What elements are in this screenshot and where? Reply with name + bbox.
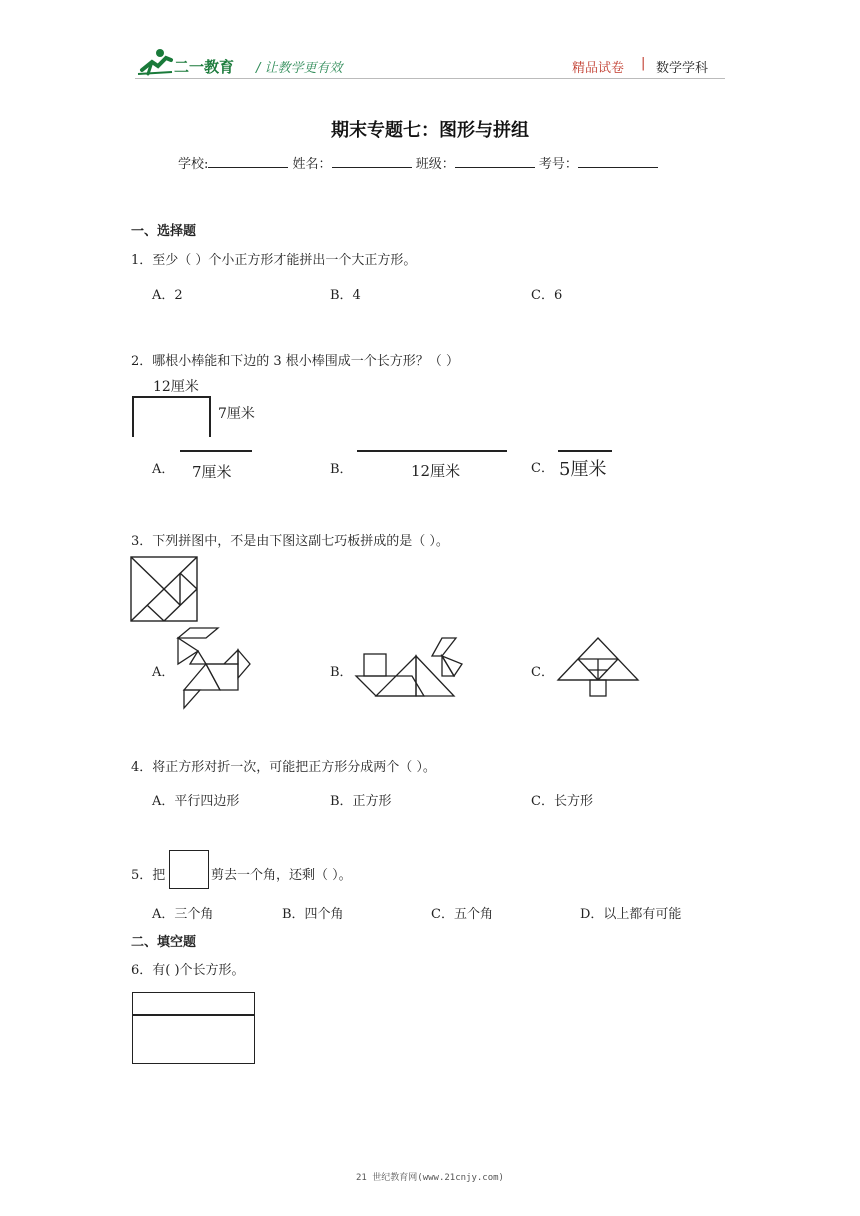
q3-option-a-figure[interactable] (176, 626, 254, 710)
q2-option-c[interactable] (531, 448, 631, 484)
q1-option-c[interactable]: C．6 (531, 288, 563, 303)
q2-right-stick (209, 396, 211, 437)
q3-option-a-letter[interactable]: A． (152, 665, 175, 680)
tangram-square-figure (130, 556, 198, 622)
section-heading-fill: 二、填空题 (131, 935, 197, 950)
q2-sticks-figure (130, 376, 270, 440)
q3-option-b-letter[interactable]: B． (330, 665, 353, 680)
header-slogan: / 让教学更有效 (256, 61, 343, 76)
logo-text: 二一教育 (174, 58, 235, 76)
page-title: 期末专题七：图形与拼组 (331, 120, 529, 141)
q2-option-a-letter: A． (152, 462, 175, 477)
q2-option-b[interactable] (330, 448, 520, 484)
q3-option-c-figure[interactable] (556, 636, 640, 698)
question-5-suffix: 剪去一个角，还剩（ ）。 (211, 868, 352, 883)
q5-option-a[interactable]: A．三个角 (152, 907, 214, 922)
q4-option-b[interactable]: B．正方形 (330, 794, 392, 809)
q6-divider-line (133, 1014, 254, 1016)
question-2: 2．哪根小棒能和下边的 3 根小棒围成一个长方形？（ ） (131, 354, 459, 369)
section-heading-choice: 一、选择题 (131, 224, 197, 239)
question-3: 3．下列拼图中，不是由下图这副七巧板拼成的是（ ）。 (131, 534, 449, 549)
q2-left-stick (132, 396, 134, 437)
q2-option-c-stick (558, 450, 612, 452)
exam-no-field[interactable] (578, 155, 658, 168)
q2-option-b-label: 12厘米 (411, 462, 461, 480)
q2-option-a-label: 7厘米 (192, 463, 232, 481)
q2-option-c-label: 5厘米 (559, 459, 607, 480)
q4-option-c[interactable]: C．长方形 (531, 794, 593, 809)
question-4: 4．将正方形对折一次，可能把正方形分成两个（ ）。 (131, 760, 436, 775)
name-field[interactable] (332, 155, 412, 168)
header-badge: 精品试卷 (572, 61, 625, 76)
q5-option-b[interactable]: B．四个角 (282, 907, 344, 922)
q2-option-c-letter: C． (531, 461, 554, 476)
q5-option-d[interactable]: D．以上都有可能 (580, 907, 682, 922)
header-subject: 数学学科 (656, 61, 709, 76)
class-label: 班级： (415, 157, 455, 172)
name-label: 姓名： (292, 157, 332, 172)
q1-option-a[interactable]: A．2 (152, 288, 183, 303)
question-1: 1．至少（ ）个小正方形才能拼出一个大正方形。 (131, 253, 417, 268)
exam-no-label: 考号： (538, 157, 578, 172)
q2-side-label: 7厘米 (218, 406, 255, 422)
q3-option-c-letter[interactable]: C． (531, 665, 554, 680)
q2-top-stick (132, 396, 211, 398)
question-6: 6．有( )个长方形。 (131, 963, 245, 978)
student-info-line (178, 153, 658, 172)
header-separator: | (641, 56, 646, 71)
question-5-prefix: 5．把 (131, 868, 166, 883)
school-label: 学校: (178, 157, 209, 172)
q4-option-a[interactable]: A．平行四边形 (152, 794, 240, 809)
class-field[interactable] (455, 155, 535, 168)
q2-top-label: 12厘米 (153, 379, 199, 395)
q5-square-figure (169, 850, 209, 889)
header-divider (135, 78, 725, 79)
q2-option-a-stick (180, 450, 252, 452)
page-footer: 21 世纪教育网(www.21cnjy.com) (356, 1173, 504, 1183)
header (0, 0, 860, 90)
q5-option-c[interactable]: C．五个角 (431, 907, 493, 922)
q2-option-b-stick (357, 450, 507, 452)
q2-option-a[interactable] (152, 448, 262, 484)
runner-logo-icon (138, 48, 174, 76)
q3-option-b-figure[interactable] (354, 636, 466, 698)
q1-option-b[interactable]: B．4 (330, 288, 361, 303)
q2-option-b-letter: B． (330, 462, 353, 477)
q6-rectangle-figure (132, 992, 255, 1064)
school-field[interactable] (208, 155, 288, 168)
